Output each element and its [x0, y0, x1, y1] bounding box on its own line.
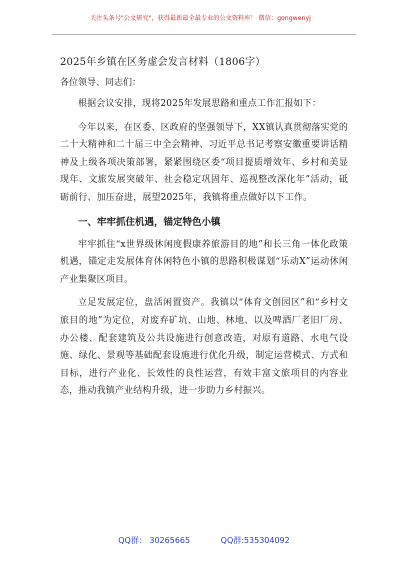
- paragraph: 根据会议安排，现将2025年发展思路和重点工作汇报如下：: [78, 99, 322, 109]
- document-body: [60, 56, 348, 407]
- header-divider: [52, 34, 356, 35]
- paragraph: 牢牢抓住“x世界级休闲度假康养旅游目的地”和长三角一体化政策机遇，锚定走发展体育休闲特色小镇的思路积极谋划“乐动X”运动休闲产业集聚区项目。: [60, 239, 348, 285]
- section-heading: 一、牢牢抓住机遇，锚定特色小镇: [78, 216, 221, 228]
- paragraph: 立足发展定位，盘活闲置资产。我镇以“体育文创园区”和“乡村文旅目的地”为定位，对废弃矿坑、山地、林地、以及啤酒厂老旧厂房、办公楼、配套建筑及公共设施进行创意改造，对原有道路、水电气设施、绿化、景观等基础配套设施进行优化升级，制定运营模式、方式和目标，进行产业化、长效性的良性运营，有效丰富文旅项目的内容业态，推动我镇产业结构升级，进一步助力乡村振兴。: [60, 298, 348, 397]
- footer-qq-group-2: QQ群:535304092: [220, 536, 290, 545]
- header-banner: 关注头条号"公文研究"，获得最新最全最专业的公文资料库！ 微信：gongwenyj: [90, 15, 311, 22]
- paragraph: 今年以来，在区委、区政府的坚强领导下，XX镇认真贯彻落实党的二十大精神和二十届三中全会精神、习近平总书记考察安徽重要讲话精神及上级各项决策部署，紧紧围绕区委“项目提质增效年、乡村和美显现年、文旅发展突破年、社会稳定巩固年、巡视整改深化年”活动，砥砺前行、加压奋进，展望2025年，我镇将重点做好以下工作。: [60, 122, 348, 203]
- salutation: 各位领导、同志们：: [60, 78, 142, 88]
- document-title: 2025年乡镇在区务虚会发言材料（1806字）: [60, 57, 266, 68]
- footer-qq-group-1: QQ群： 30265665: [118, 536, 191, 545]
- footer-contacts: [0, 535, 408, 546]
